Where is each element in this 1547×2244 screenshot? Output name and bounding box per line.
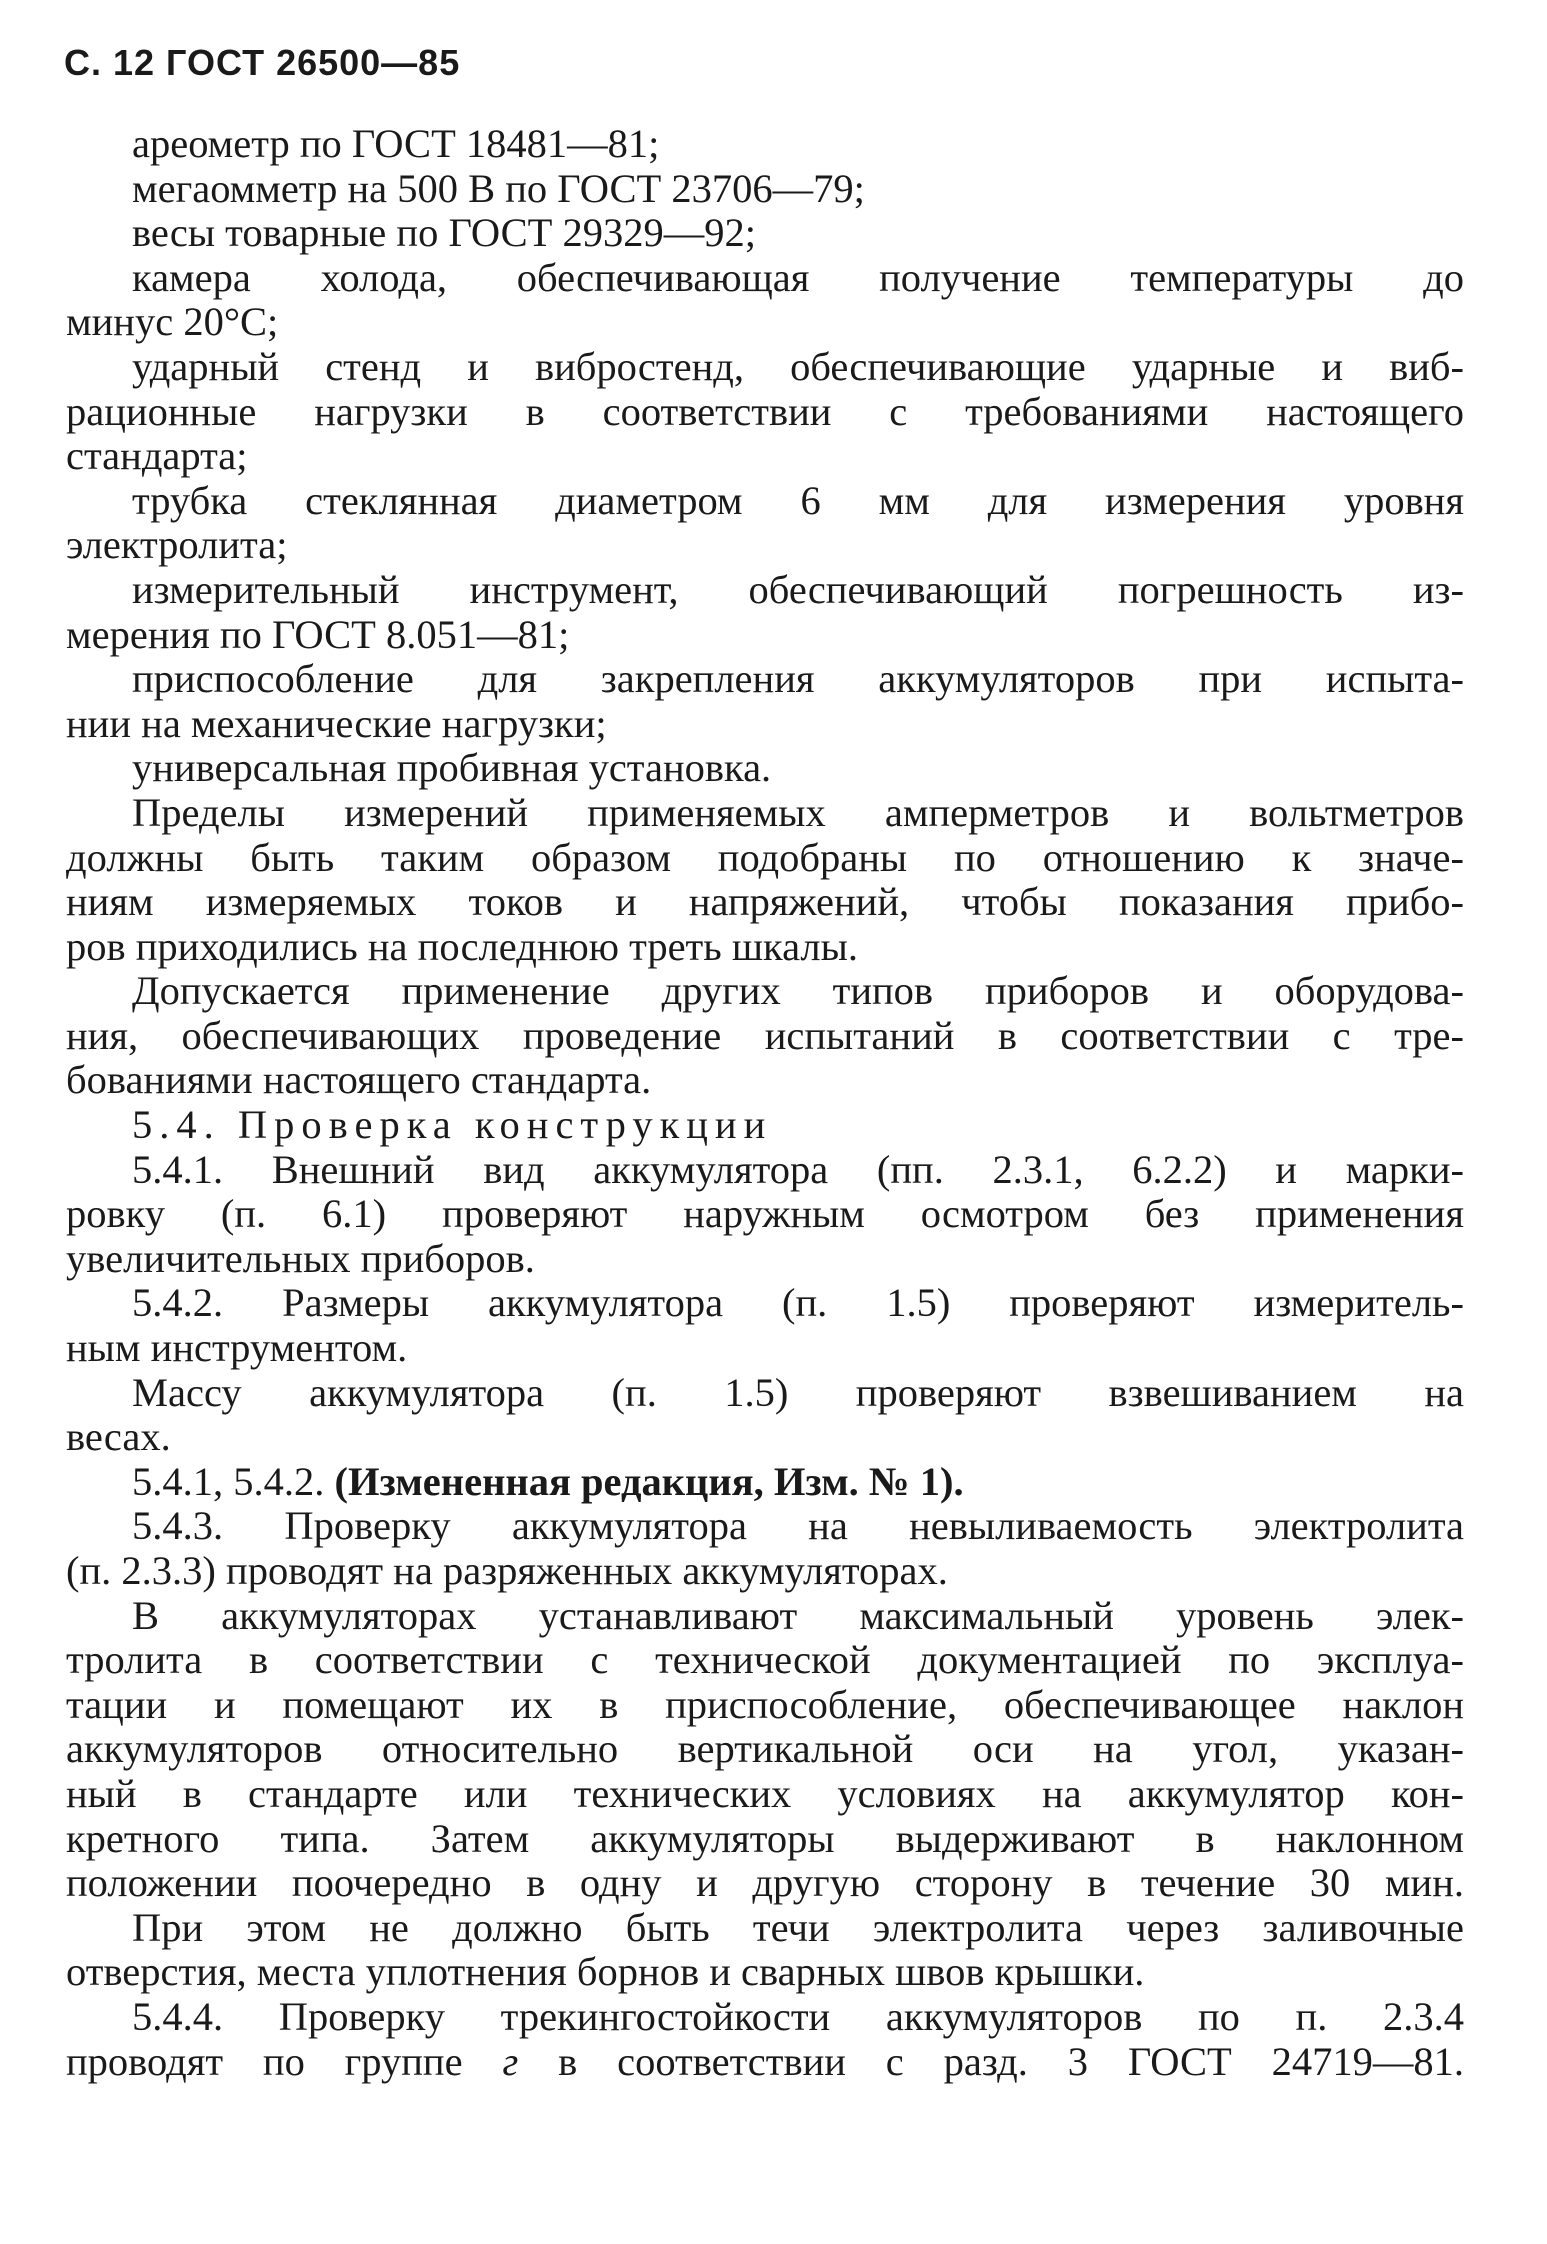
text-line: отверстия, места уплотнения борнов и сварных швов крышки.: [66, 1949, 1145, 1995]
text-line: положении поочередно в одну и другую сторону в течение 30 мин.: [66, 1860, 1464, 1906]
text-line: ровку (п. 6.1) проверяют наружным осмотром без применения: [66, 1191, 1464, 1237]
text-fragment: в соответствии с разд. 3 ГОСТ 24719—81.: [518, 2038, 1464, 2084]
text-line: камера холода, обеспечивающая получение температуры до: [132, 254, 1464, 300]
text-line: бованиями настоящего стандарта.: [66, 1057, 652, 1103]
text-line: ареометр по ГОСТ 18481—81;: [132, 121, 660, 166]
text-line: нии на механические нагрузки;: [66, 700, 607, 746]
text-line: мерения по ГОСТ 8.051—81;: [66, 611, 570, 657]
text-line: Пределы измерений применяемых амперметров и вольтметров: [132, 789, 1464, 835]
text-line: В аккумуляторах устанавливают максимальный уровень элек-: [132, 1592, 1464, 1638]
text-line: (п. 2.3.3) проводят на разряженных аккумуляторах.: [66, 1548, 948, 1593]
text-line: рационные нагрузки в соответствии с требованиями настоящего: [66, 388, 1464, 434]
text-line: ударный стенд и вибростенд, обеспечивающие ударные и виб-: [132, 343, 1464, 389]
text-line: измерительный инструмент, обеспечивающий погрешность из-: [132, 566, 1464, 612]
text-line: электролита;: [66, 522, 288, 568]
text-line: минус 20°С;: [66, 299, 279, 345]
group-letter: г: [502, 2038, 519, 2084]
text-line: тации и помещают их в приспособление, обеспечивающее наклон: [66, 1681, 1464, 1727]
text-line: 5.4.1. Внешний вид аккумулятора (пп. 2.3.1, 6.2.2) и марки-: [132, 1146, 1464, 1192]
amendment-note: (Измененная редакция, Изм. № 1).: [334, 1458, 964, 1504]
text-line: стандарта;: [66, 433, 248, 479]
text-line: трубка стеклянная диаметром 6 мм для измерения уровня: [132, 477, 1464, 523]
text-line: Допускается применение других типов приборов и оборудова-: [132, 968, 1464, 1014]
text-line: весы товарные по ГОСТ 29329—92;: [132, 210, 756, 256]
text-line: должны быть таким образом подобраны по отношению к значе-: [66, 834, 1464, 880]
text-line: 5.4.3. Проверку аккумулятора на невыливаемость электролита: [132, 1503, 1464, 1549]
page-header: С. 12 ГОСТ 26500—85: [64, 42, 461, 83]
text-line: При этом не должно быть течи электролита через заливочные: [132, 1904, 1464, 1950]
text-line: ров приходились на последнюю треть шкалы.: [66, 923, 858, 969]
text-line: ниям измеряемых токов и напряжений, чтобы показания прибо-: [66, 879, 1464, 925]
text-line: ный в стандарте или технических условиях на аккумулятор кон-: [66, 1770, 1464, 1816]
text-line: ния, обеспечивающих проведение испытаний в соответствии с тре-: [66, 1012, 1464, 1058]
text-line: увеличительных приборов.: [66, 1235, 535, 1281]
text-line: [66, 2040, 1464, 2085]
text-line: мегаомметр на 500 В по ГОСТ 23706—79;: [132, 165, 865, 211]
document-body: [66, 122, 1464, 2084]
amendment-line: [66, 1460, 1464, 1505]
text-line: Массу аккумулятора (п. 1.5) проверяют взвешиванием на: [132, 1369, 1464, 1415]
text-line: тролита в соответствии с технической документацией по эксплуа-: [66, 1637, 1464, 1683]
text-line: приспособление для закрепления аккумуляторов при испыта-: [132, 656, 1464, 702]
text-line: 5.4.2. Размеры аккумулятора (п. 1.5) проверяют измеритель-: [132, 1280, 1464, 1326]
text-line: аккумуляторов относительно вертикальной оси на угол, указан-: [66, 1726, 1464, 1772]
text-line: универсальная пробивная установка.: [132, 745, 772, 791]
amendment-ref: 5.4.1, 5.4.2.: [132, 1458, 335, 1504]
text-line: кретного типа. Затем аккумуляторы выдерживают в наклонном: [66, 1815, 1464, 1861]
text-line: 5.4.4. Проверку трекингостойкости аккумуляторов по п. 2.3.4: [132, 1993, 1464, 2039]
text-line: весах.: [66, 1414, 171, 1460]
section-heading: 5.4. Проверка конструкции: [132, 1102, 773, 1148]
text-line: ным инструментом.: [66, 1325, 408, 1371]
text-fragment: проводят по группе: [66, 2038, 503, 2084]
